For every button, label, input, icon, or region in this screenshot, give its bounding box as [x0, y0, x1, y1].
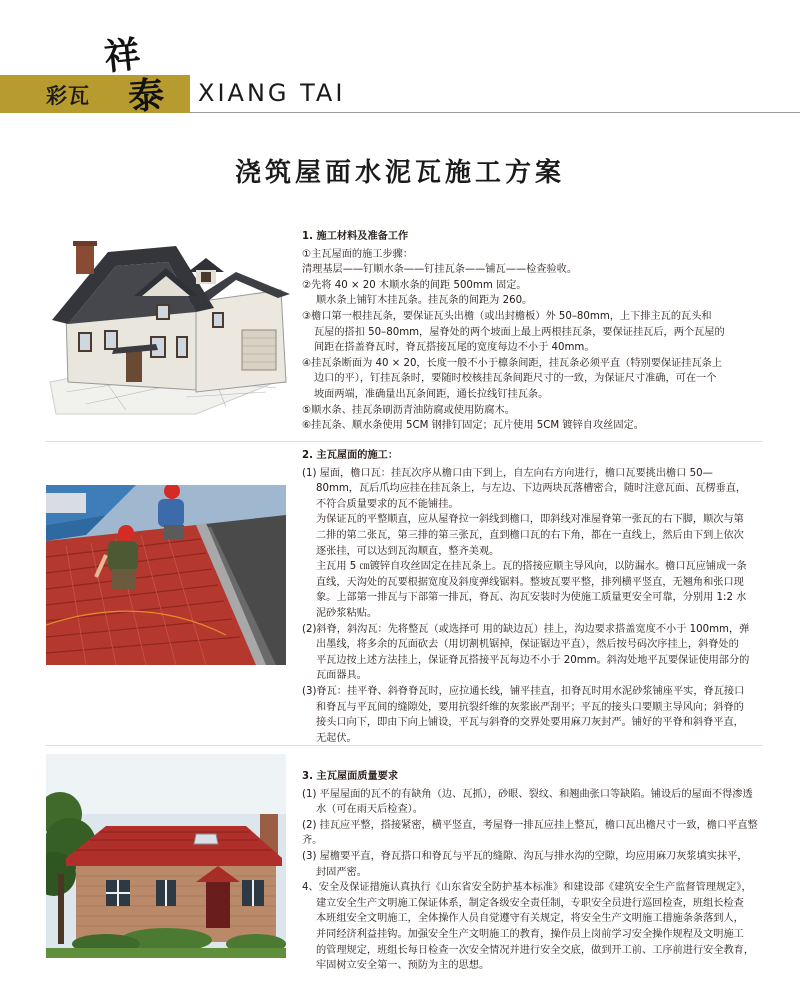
text-line: ⑤顺水条、挂瓦条刷沥青油防腐或使用防腐木。 — [302, 404, 515, 416]
text-line: 水（可在雨天后检查）。 — [316, 804, 423, 816]
brand-cai-wa: 彩瓦 — [46, 84, 90, 108]
text-line: 直线，天沟处的瓦要根据宽度及斜度弹线锯料。整坡瓦要平整，排列横平竖直，无翘角和张口现 — [316, 576, 744, 588]
text-line: 出墨线，将多余的瓦面砍去（用切割机锯掉，保证锯边平直），然后按号码次序挂上，斜脊处的 — [316, 639, 739, 651]
text-line: ②先将 40 × 20 木顺水条的间距 500mm 固定。 — [302, 279, 527, 291]
text-line: 本班组安全文明施工，全体操作人员自觉遵守有关规定，将安全生产文明施工措施条条落到人， — [316, 913, 744, 925]
text-line: 无起伏。 — [316, 732, 357, 744]
text-line: 4、安全及保证措施认真执行《山东省安全防护基本标准》和建设部《建筑安全生产监督管理规定》， — [302, 882, 752, 894]
section-heading: 1. 施工材料及准备工作 — [302, 231, 409, 242]
section-heading: 3. 主瓦屋面质量要求 — [302, 771, 399, 782]
header-rule — [190, 112, 800, 113]
text-line: 泥砂浆粘贴。 — [316, 607, 378, 619]
section-divider — [46, 745, 762, 746]
text-line: 瓦屋的搭扣 50–80mm，屋脊处的两个坡面上最上两根挂瓦条，要保证挂瓦后，两个瓦屋的 — [314, 326, 725, 338]
text-line: 80mm，瓦后爪均应挂在挂瓦条上，与左边、下边两块瓦落槽密合，随时注意瓦面、瓦楞垂直， — [316, 483, 747, 495]
brand-logo-tai: 泰 — [126, 73, 166, 119]
text-line: 边口的平），钉挂瓦条时，要随时校核挂瓦条间距尺寸的一致，为保证尺寸准确，可在一个 — [314, 373, 717, 385]
text-line: (3)脊瓦：挂平脊、斜脊脊瓦时，应拉通长线，铺平挂直，扣脊瓦时用水泥砂浆铺座平实，脊瓦接口 — [302, 685, 745, 697]
text-line: 不符合质量要求的瓦不能铺挂。 — [316, 498, 459, 510]
text-line: 的管理规定，班组长每日检查一次安全情况并进行安全交底，做到开工前、工序前进行安全教育， — [316, 944, 755, 956]
text-line: 瓦面器具。 — [316, 670, 367, 682]
page-title: 浇筑屋面水泥瓦施工方案 — [234, 158, 565, 188]
text-line: 清理基层——钉顺水条——钉挂瓦条——铺瓦——检查验收。 — [302, 264, 578, 276]
section-installation — [302, 448, 760, 746]
text-line: 建立安全生产文明施工保证体系，制定各级安全责任制，专职安全员进行巡回检查，班组长检查 — [316, 897, 744, 909]
section-divider — [46, 441, 762, 442]
text-line: 和脊瓦与平瓦间的缝隙处，要用抗裂纤维的灰浆嵌严刮平；平瓦的接头口要顺主导风向；斜脊的 — [316, 701, 744, 713]
text-line: ⑥挂瓦条、顺水条使用 5CM 钢排钉固定；瓦片使用 5CM 镀锌自攻丝固定。 — [302, 420, 644, 432]
text-line: 坡面两端，准确量出瓦条间距，通长拉线钉挂瓦条。 — [314, 388, 549, 400]
text-line: 象。上部第一排瓦与下部第一排瓦，脊瓦、沟瓦安装时为使施工质量更安全可靠，分别用 1:2 水 — [316, 592, 747, 604]
text-line: 二排的第二张瓦，第三排的第三张瓦，直到檐口瓦的右下角，都在一直线上，然后由下到上依次 — [316, 529, 744, 541]
text-line: (1) 屋面，檐口瓦：挂瓦次序从檐口由下到上，自左向右方向进行，檐口瓦要挑出檐口 50— — [302, 467, 713, 479]
brand-name-en: XIANG TAI — [198, 79, 346, 107]
text-line: 并同经济利益挂钩。加强安全生产文明施工的教育，操作员上岗前学习安全操作规程及文明施工 — [316, 928, 744, 940]
house-model-icon — [46, 232, 290, 417]
text-line: 牢固树立安全第一、预防为主的思想。 — [316, 960, 490, 972]
text-line: (2)斜脊，斜沟瓦：先将整瓦（或选择可 用的缺边瓦）挂上，沟边要求搭盖宽度不小于 100mm，弹 — [302, 623, 750, 635]
text-line: ③檐口第一根挂瓦条，要保证瓦头出檐（或出封檐板）外 50–80mm，上下排主瓦的瓦头和 — [302, 310, 712, 322]
text-line: ①主瓦屋面的施工步骤： — [302, 248, 414, 260]
text-line: 封固严密。 — [316, 866, 367, 878]
text-line: ④挂瓦条断面为 40 × 20，长度一般不小于檩条间距，挂瓦条必须平直（特别要保证挂瓦条上 — [302, 357, 723, 369]
text-line: 平瓦边按上述方法挂上，保证脊瓦搭接平瓦每边不小于 20mm。斜沟处地平瓦要保证使用部分的 — [316, 654, 750, 666]
section-materials — [302, 229, 760, 434]
text-line: 逐张挂，可以达到瓦沟顺直，整齐美观。 — [316, 545, 500, 557]
section-quality — [302, 769, 760, 974]
section-heading: 2. 主瓦屋面的施工： — [302, 450, 399, 461]
text-line: 接头口向下，即由下向上铺设，平瓦与斜脊的交界处要用麻刀灰封严。铺好的平脊和斜脊平直， — [316, 717, 744, 729]
roof-workers-icon — [46, 485, 286, 665]
text-line: (3) 屋檐要平直，脊瓦搭口和脊瓦与平瓦的缝隙、沟瓦与排水沟的空隙，均应用麻刀灰浆填实抹平， — [302, 850, 748, 862]
text-line: 主瓦用 5 ㎝镀锌自攻丝固定在挂瓦条上。瓦的搭接应顺主导风向，以防漏水。檐口瓦应铺成一条 — [316, 561, 747, 573]
brand-logo-xiang: 祥 — [102, 33, 143, 79]
text-line: 为保证瓦的平整顺直，应从屋脊拉一斜线到檐口，即斜线对准屋脊第一张瓦的右下脚，顺次与第 — [316, 514, 744, 526]
text-line: 间距在搭盖脊瓦时，脊瓦搭接瓦尾的宽度每边不小于 40mm。 — [314, 342, 595, 354]
text-line: (2) 挂瓦应平整，搭接紧密，横平竖直，考屋脊一排瓦应挂上整瓦，檐口瓦出檐尺寸一致，檐口平直整齐。 — [302, 819, 758, 847]
text-line: 顺水条上铺钉木挂瓦条。挂瓦条的间距为 260。 — [316, 295, 533, 307]
finished-house-icon — [46, 754, 286, 958]
text-line: (1) 平屋屋面的瓦不的有缺角（边、瓦抓），砂眼、裂纹、和翘曲张口等缺陷。铺设后的屋面不得渗透 — [302, 788, 753, 800]
